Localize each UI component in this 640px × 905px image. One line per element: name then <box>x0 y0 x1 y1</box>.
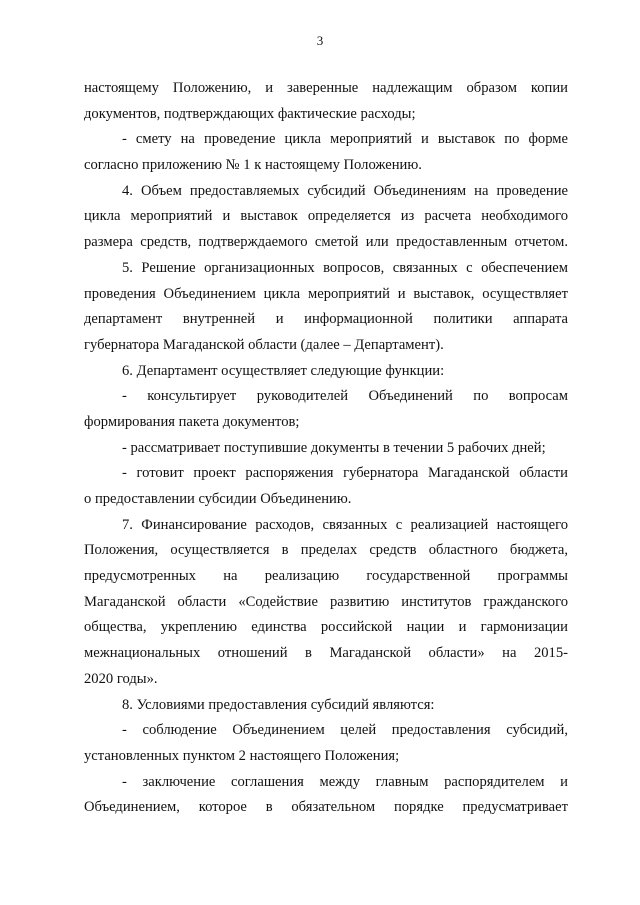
text-line: цикла мероприятий и выставок определяется из расчета необходимого <box>84 208 568 225</box>
text-line: Положения, осуществляется в пределах средств областного бюджета, <box>84 542 568 559</box>
text-line: - консультирует руководителей Объединений по вопросам <box>122 388 568 405</box>
document-body <box>84 76 568 821</box>
text-line: 4. Объем предоставляемых субсидий Объединениям на проведение <box>122 182 568 199</box>
text-line: 5. Решение организационных вопросов, связанных с обеспечением <box>122 259 568 276</box>
text-line: - смету на проведение цикла мероприятий и выставок по форме <box>122 131 568 148</box>
text-line: - готовит проект распоряжения губернатора Магаданской области <box>122 465 568 482</box>
text-line: межнациональных отношений в Магаданской области» на 2015- <box>84 645 568 662</box>
text-line: установленных пунктом 2 настоящего Положения; <box>84 747 400 764</box>
text-line: размера средств, подтверждаемого сметой или предоставленным отчетом. <box>84 234 568 251</box>
text-line: Объединением, которое в обязательном порядке предусматривает <box>84 799 568 816</box>
text-line: 6. Департамент осуществляет следующие функции: <box>122 362 445 379</box>
text-line: 2020 годы». <box>84 670 158 687</box>
text-line: губернатора Магаданской области (далее – Департамент). <box>84 336 444 353</box>
text-line: о предоставлении субсидии Объединению. <box>84 491 352 507</box>
text-line: документов, подтверждающих фактические расходы; <box>84 105 416 122</box>
text-line: согласно приложению № 1 к настоящему Положению. <box>84 157 422 174</box>
text-line: проведения Объединением цикла мероприятий и выставок, осуществляет <box>84 285 568 302</box>
text-line: - заключение соглашения между главным распорядителем и <box>122 773 568 790</box>
text-line: департамент внутренней и информационной политики аппарата <box>84 311 568 328</box>
text-line: настоящему Положению, и заверенные надлежащим образом копии <box>84 80 568 96</box>
text-line: предусмотренных на реализацию государственной программы <box>84 568 568 585</box>
text-line: 7. Финансирование расходов, связанных с реализацией настоящего <box>122 516 568 533</box>
text-line: - соблюдение Объединением целей предоставления субсидий, <box>122 722 568 739</box>
text-line: Магаданской области «Содействие развитию институтов гражданского <box>84 593 568 610</box>
text-line: 8. Условиями предоставления субсидий являются: <box>122 696 435 713</box>
text-line: общества, укреплению единства российской нации и гармонизации <box>84 619 568 636</box>
text-line: - рассматривает поступившие документы в течении 5 рабочих дней; <box>122 439 546 456</box>
text-line: формирования пакета документов; <box>84 413 300 430</box>
page-number: 3 <box>316 33 324 48</box>
